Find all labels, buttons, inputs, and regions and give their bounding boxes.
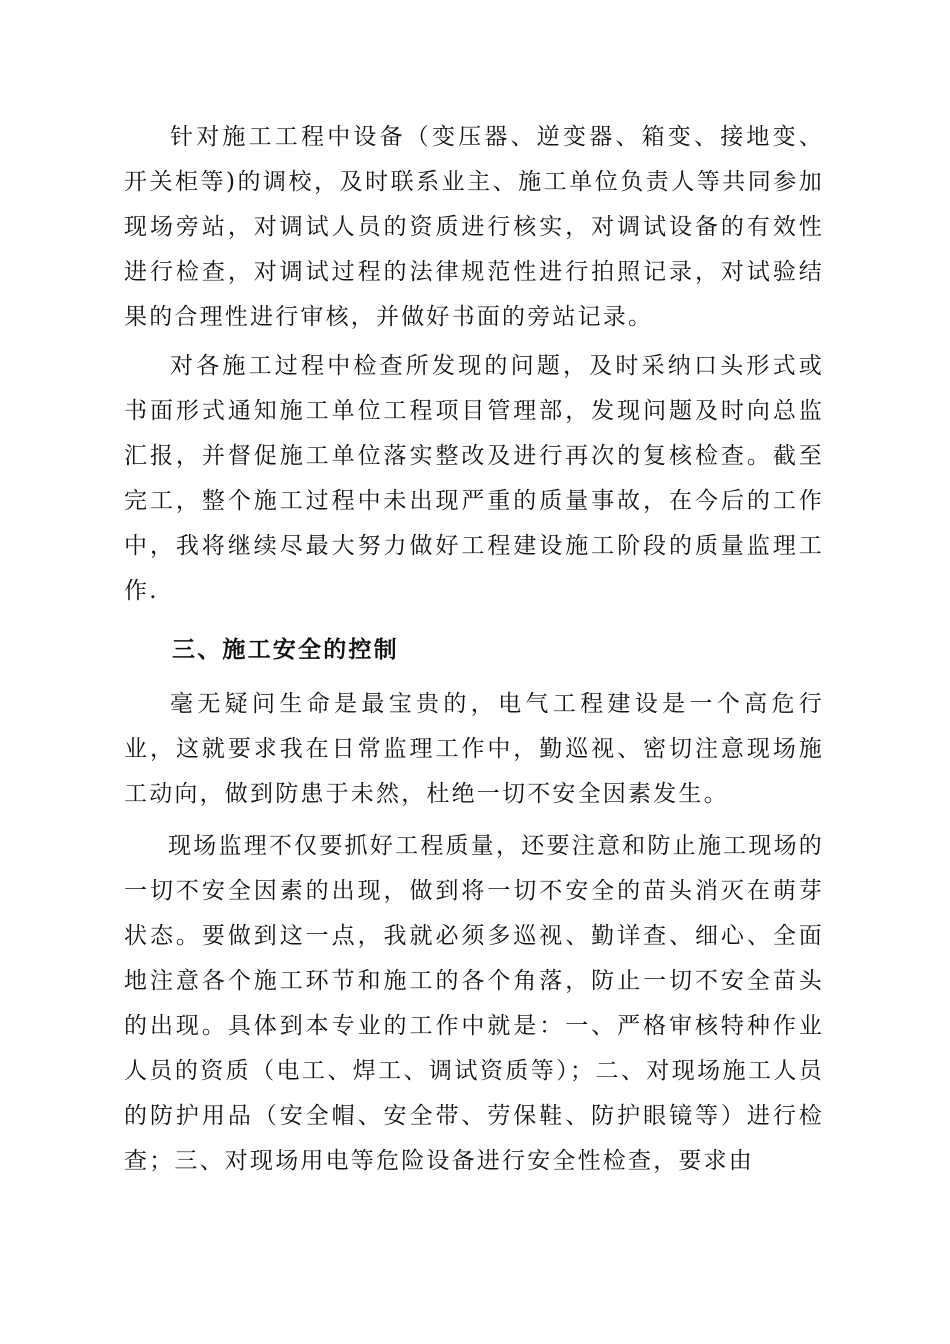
paragraph-problem-handling: 对各施工过程中检查所发现的问题，及时采纳口头形式或书面形式通知施工单位工程项目管理部，发现问题及时向总监汇报，并督促施工单位落实整改及进行再次的复核检查。截至完工，整个施工过程中未出现严重的质量事故，在今后的工作中，我将继续尽最大努力做好工程建设施工阶段的质量监理工作. [124,353,824,604]
paragraph-equipment-commissioning: 针对施工工程中设备（变压器、逆变器、箱变、接地变、开关柜等)的调校，及时联系业主、施工单位负责人等共同参加现场旁站，对调试人员的资质进行核实，对调试设备的有效性进行检查，对调试过程的法律规范性进行拍照记录，对试验结果的合理性进行审核，并做好书面的旁站记录。 [124,124,824,330]
document-page [124,115,824,1184]
section-heading-safety-control: 三、施工安全的控制 [172,636,399,663]
paragraph-site-supervision: 现场监理不仅要抓好工程质量，还要注意和防止施工现场的一切不安全因素的出现，做到将一切不安全的苗头消灭在萌芽状态。要做到这一点，我就必须多巡视、勤详查、细心、全面地注意各个施工环节和施工的各个角落，防止一切不安全苗头的出现。具体到本专业的工作中就是：一、严格审核特种作业人员的资质（电工、焊工、调试资质等）；二、对现场施工人员的防护用品（安全帽、安全带、劳保鞋、防护眼镜等）进行检查；三、对现场用电等危险设备进行安全性检查，要求由 [124,833,824,1174]
paragraph-safety-importance: 毫无疑问生命是最宝贵的，电气工程建设是一个高危行业，这就要求我在日常监理工作中，勤巡视、密切注意现场施工动向，做到防患于未然，杜绝一切不安全因素发生。 [124,691,824,807]
